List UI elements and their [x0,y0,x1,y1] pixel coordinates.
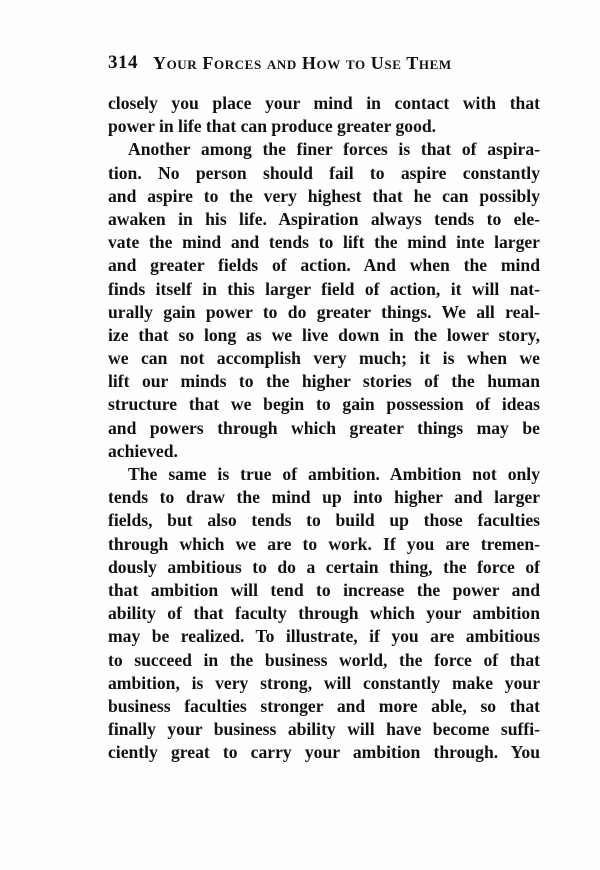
text-line: tends to draw the mind up into higher and larger [108,487,540,508]
paragraph [108,92,540,138]
text-line: structure that we begin to gain possession of ideas [108,394,540,415]
running-head-title: Your Forces and How to Use Them [153,53,452,73]
text-line: closely you place your mind in contact with that [108,93,540,113]
text-line: ambition, is very strong, will constantly make your [108,672,540,693]
text-line: to succeed in the business world, the force of that [108,649,540,670]
text-line: and aspire to the very highest that he can possibly [108,185,540,206]
text-line: fields, but also tends to build up those faculties [108,510,540,531]
text-line: lift our minds to the higher stories of the human [108,371,540,392]
text-line: through which we are to work. If you are tremen- [108,533,540,554]
text-line: we can not accomplish very much; it is when we [108,348,540,369]
text-line: that ambition will tend to increase the power and [108,579,540,600]
text-line: urally gain power to do greater things. We all real- [108,301,540,322]
text-line: finds itself in this larger field of action, it will nat- [108,278,540,299]
text-line: ize that so long as we live down in the lower story, [108,324,540,345]
text-line: ciently great to carry your ambition through. You [108,742,540,763]
text-line: tion. No person should fail to aspire constantly [108,162,540,183]
body-text [108,92,540,764]
text-line: awaken in his life. Aspiration always tends to ele- [108,208,540,229]
paragraph [108,138,540,463]
paragraph [108,463,540,764]
text-line: finally your business ability will have become suffi- [108,719,540,740]
text-line: and greater fields of action. And when the mind [108,255,540,276]
page-number: 314 [108,52,138,73]
text-line: may be realized. To illustrate, if you are ambitious [108,626,540,647]
text-line: business faculties stronger and more able, so that [108,695,540,716]
text-line: ability of that faculty through which your ambition [108,603,540,624]
text-line: and powers through which greater things may be [108,417,540,438]
text-line: achieved. [108,440,178,461]
text-line: The same is true of ambition. Ambition not only [128,464,540,484]
running-head [108,52,540,76]
text-line: power in life that can produce greater good. [108,116,437,137]
text-line: dously ambitious to do a certain thing, the force of [108,556,540,577]
text-line: vate the mind and tends to lift the mind inte larger [108,232,540,253]
text-line: Another among the finer forces is that of aspira- [128,139,540,160]
